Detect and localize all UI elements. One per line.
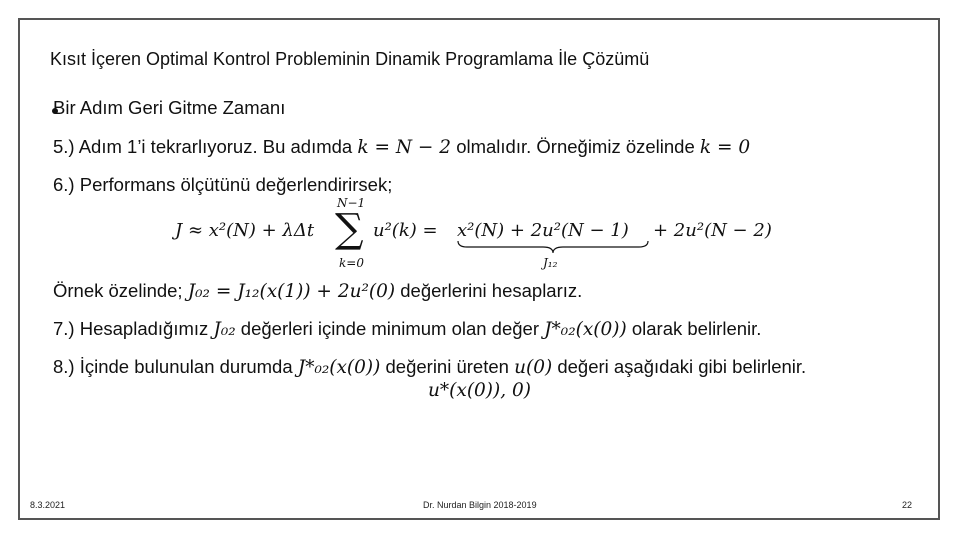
text: olmalıdır. Örneğimiz özelinde: [451, 136, 700, 157]
math: k = N − 2: [357, 137, 452, 158]
sigma-symbol: ∑: [335, 206, 364, 252]
math: J*₀₂(x(0)): [544, 319, 627, 340]
page-number: 22: [902, 500, 913, 510]
text: 7.) Hesapladığımız: [53, 318, 214, 339]
text: değerini üreten: [380, 356, 515, 377]
eq-lower-limit: k=0: [339, 256, 364, 270]
text: Örnek özelinde;: [53, 280, 188, 301]
eq-upper-limit: N−1: [337, 196, 366, 210]
optimal-control-result: u*(x(0)), 0): [428, 380, 531, 401]
eq-rest: + 2u²(N − 2): [653, 220, 772, 241]
brace-label: J₁₂: [543, 256, 558, 270]
step-8: [53, 356, 806, 378]
eq-lhs: J ≈ x²(N) + λΔt: [175, 220, 315, 241]
eq-sum-term: u²(k) =: [373, 220, 438, 241]
math: J*₀₂(x(0)): [297, 357, 381, 378]
step-7: [53, 318, 761, 340]
eq-braced-term: x²(N) + 2u²(N − 1): [457, 220, 629, 241]
slide-title: Kısıt İçeren Optimal Kontrol Probleminin Dinamik Programlama İle Çözümü: [50, 49, 650, 69]
text: 5.) Adım 1’i tekrarlıyoruz. Bu adımda: [53, 136, 358, 157]
math: k = 0: [699, 137, 751, 158]
text: değerlerini hesaplarız.: [395, 280, 583, 301]
math: J₀₂ = J₁₂(x(1)) + 2u²(0): [187, 281, 396, 302]
step-5: [53, 136, 750, 158]
heading-line: Bir Adım Geri Gitme Zamanı: [53, 97, 286, 118]
text: değerleri içinde minimum olan değer: [235, 318, 545, 339]
footer-date: 8.3.2021: [30, 500, 66, 510]
text: 8.) İçinde bulunulan durumda: [53, 356, 298, 377]
text: değeri aşağıdaki gibi belirlenir.: [552, 356, 807, 377]
underbrace-icon: [457, 240, 649, 254]
text: olarak belirlenir.: [626, 318, 762, 339]
math: J₀₂: [213, 319, 236, 340]
example-line: [53, 280, 582, 302]
footer-author: Dr. Nurdan Bilgin 2018-2019: [423, 500, 537, 510]
cost-equation: [175, 196, 795, 274]
math: u(0): [514, 357, 553, 378]
step-6: 6.) Performans ölçütünü değerlendirirsek;: [53, 174, 393, 195]
